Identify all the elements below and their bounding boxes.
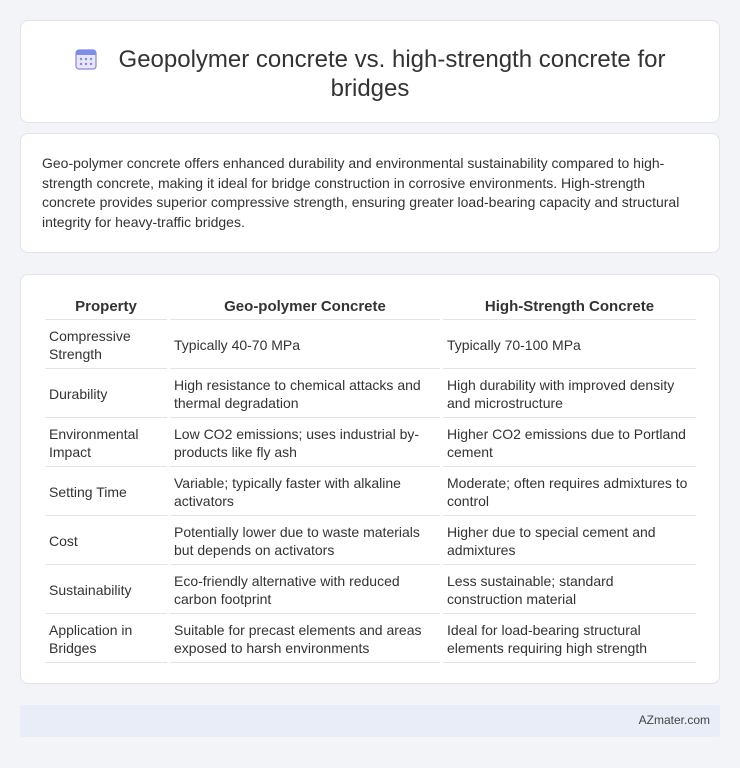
calendar-icon [75,48,97,70]
footer-brand-link[interactable]: AZmater.com [638,713,710,727]
page-title: Geopolymer concrete vs. high-strength concrete for bridges [118,46,666,102]
high-strength-cell: Moderate; often requires admixtures to control [443,469,696,516]
geopolymer-cell: Suitable for precast elements and areas exposed to harsh environments [170,616,440,663]
property-cell: Durability [45,371,167,418]
property-cell: Setting Time [45,469,167,516]
high-strength-cell: High durability with improved density and microstructure [443,371,696,418]
header-geopolymer: Geo-polymer Concrete [170,297,440,320]
property-cell: Sustainability [45,567,167,614]
page-title-wrap [21,45,719,103]
property-cell: Environmental Impact [45,420,167,467]
high-strength-cell: Higher CO2 emissions due to Portland cement [443,420,696,467]
summary-text: Geo-polymer concrete offers enhanced durability and environmental sustainability compared to high-strength concrete, making it ideal for bridge construction in corrosive environments. High-strength concrete provides superior compressive strength, ensuring greater load-bearing capacity and structural integrity for heavy-traffic bridges. [42,155,680,230]
header-property: Property [45,297,167,320]
table-row [45,371,696,418]
property-cell: Cost [45,518,167,565]
title-card [20,20,720,123]
high-strength-cell: Typically 70-100 MPa [443,322,696,369]
high-strength-cell: Ideal for load-bearing structural elements requiring high strength [443,616,696,663]
high-strength-cell: Less sustainable; standard construction material [443,567,696,614]
geopolymer-cell: Variable; typically faster with alkaline activators [170,469,440,516]
table-header-row [45,297,696,320]
high-strength-cell: Higher due to special cement and admixtures [443,518,696,565]
table-row [45,469,696,516]
geopolymer-cell: High resistance to chemical attacks and thermal degradation [170,371,440,418]
table-row [45,322,696,369]
header-high-strength: High-Strength Concrete [443,297,696,320]
footer-bar [20,705,720,737]
comparison-table [42,295,699,665]
summary-card [20,133,720,253]
geopolymer-cell: Low CO2 emissions; uses industrial by-products like fly ash [170,420,440,467]
comparison-card [20,274,720,684]
geopolymer-cell: Potentially lower due to waste materials but depends on activators [170,518,440,565]
table-row [45,616,696,663]
geopolymer-cell: Eco-friendly alternative with reduced carbon footprint [170,567,440,614]
geopolymer-cell: Typically 40-70 MPa [170,322,440,369]
property-cell: Compressive Strength [45,322,167,369]
property-cell: Application in Bridges [45,616,167,663]
table-row [45,518,696,565]
table-row [45,567,696,614]
table-row [45,420,696,467]
